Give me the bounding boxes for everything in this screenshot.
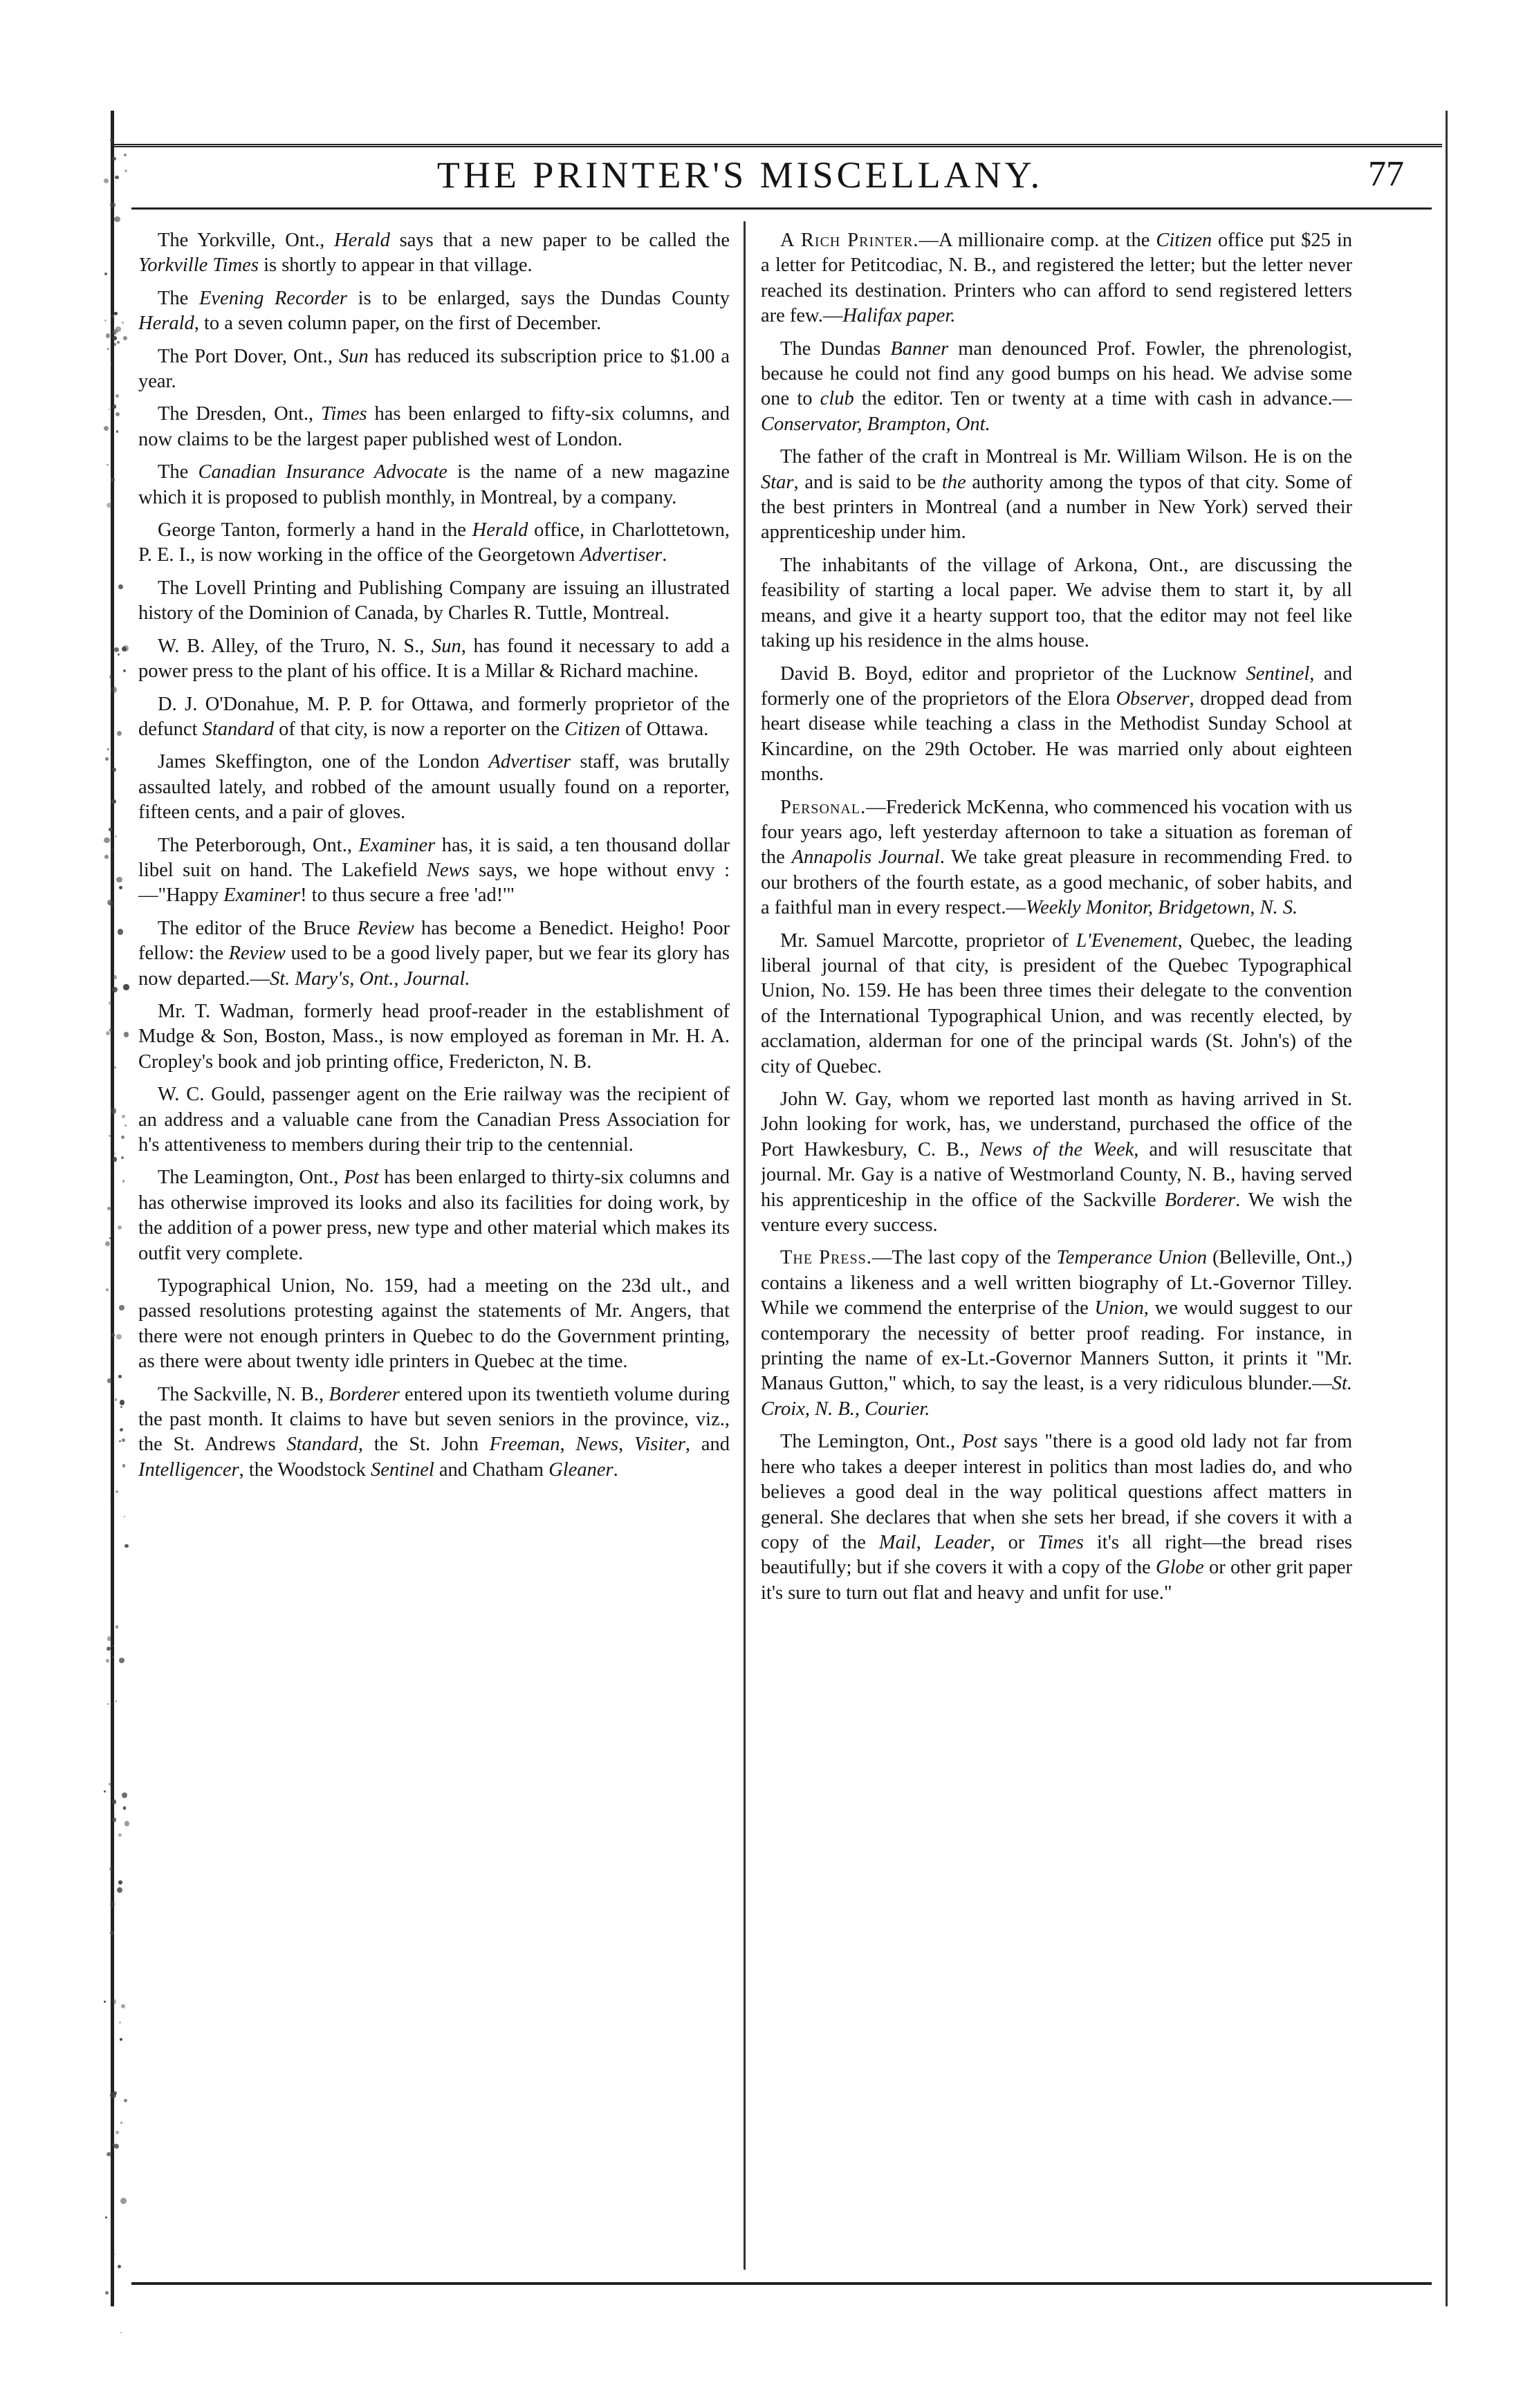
scan-speckle bbox=[114, 312, 117, 315]
scan-speckle bbox=[107, 1703, 109, 1705]
text-run: The father of the craft in Montreal is Mr. William Wilson. He is on the bbox=[780, 446, 1352, 468]
scan-speckle bbox=[104, 272, 107, 275]
article-paragraph bbox=[138, 833, 730, 909]
italic-title: Review bbox=[228, 943, 286, 965]
text-run: The Lovell Printing and Publishing Company are issuing an illustrated history of the Dominion of Canada, by Charles R. Tuttle, Montreal. bbox=[138, 577, 730, 624]
text-run: The Leamington, Ont., bbox=[158, 1167, 344, 1189]
italic-title: Weekly Monitor, Bridgetown, N. S. bbox=[1026, 897, 1298, 919]
italic-title: club bbox=[820, 388, 854, 410]
text-run: , and bbox=[685, 1434, 730, 1456]
italic-title: Advertiser bbox=[488, 751, 571, 773]
text-run: The Dundas bbox=[780, 337, 891, 360]
scan-speckle bbox=[104, 1790, 106, 1793]
italic-title: News bbox=[426, 859, 470, 881]
scan-speckle bbox=[112, 2143, 115, 2146]
scan-speckle bbox=[113, 405, 117, 409]
scan-speckle bbox=[105, 757, 109, 761]
scan-speckle bbox=[112, 1999, 116, 2003]
scan-speckle bbox=[117, 1887, 122, 1893]
text-run: the editor. Ten or twenty at a time with cash in advance.— bbox=[853, 388, 1352, 410]
article-paragraph bbox=[138, 1382, 730, 1483]
article-paragraph bbox=[138, 228, 730, 279]
text-run: , and will resuscitate that journal. Mr. Gay is a native of Westmorland County, N. B., having served his apprenticeship in the office of the Sackville bbox=[761, 1138, 1352, 1211]
italic-title: the bbox=[941, 471, 966, 493]
text-run: is shortly to appear in that village. bbox=[258, 254, 533, 277]
footer-rule bbox=[131, 2282, 1432, 2285]
text-run: Typographical Union, No. 159, had a meeting on the 23d ult., and passed resolutions protesting against the statements of Mr. Angers, that there were not enough printers in Quebec to do the Government printing, as there were about twenty idle printers in Quebec at the time. bbox=[138, 1275, 730, 1373]
italic-title: Sentinel bbox=[1246, 663, 1310, 685]
article-paragraph bbox=[138, 634, 730, 685]
scan-speckle bbox=[120, 2332, 122, 2333]
scan-speckle bbox=[123, 336, 127, 340]
italic-title: Yorkville Times bbox=[138, 254, 259, 277]
scan-speckle bbox=[109, 675, 113, 678]
article-paragraph bbox=[761, 662, 1352, 788]
italic-title: Citizen bbox=[564, 718, 620, 740]
italic-title: Globe bbox=[1155, 1557, 1204, 1579]
scan-speckle bbox=[110, 138, 113, 142]
scan-speckle bbox=[120, 2198, 127, 2204]
italic-title: Examiner bbox=[223, 885, 301, 907]
scan-speckle bbox=[111, 364, 113, 366]
text-run: used to be a good lively paper, but we fear its glory has now departed.— bbox=[138, 943, 730, 990]
left-column bbox=[138, 228, 730, 2275]
text-run: W. C. Gould, passenger agent on the Erie railway was the recipient of an address and a valuable cane from the Canadian Press Association for h's attentiveness to members during their trip to the centennial. bbox=[138, 1084, 730, 1156]
scan-speckle bbox=[114, 1066, 116, 1068]
text-run: says "there is a good old lady not far from here who takes a deeper interest in politics than most ladies do, and who believes a good deal in the way political questions affect matters in general. She declares that when she sets her bread, if she covers it with a copy of the bbox=[761, 1431, 1352, 1553]
text-run: The Yorkville, Ont., bbox=[158, 230, 335, 251]
article-paragraph bbox=[761, 337, 1352, 438]
scan-speckle bbox=[123, 984, 129, 990]
page-number: 77 bbox=[1368, 154, 1404, 194]
italic-title: Halifax paper. bbox=[842, 305, 956, 327]
scan-speckle bbox=[109, 1237, 111, 1239]
text-run: —The last copy of the bbox=[871, 1247, 1057, 1269]
text-run: Mr. T. Wadman, formerly head proof-reader in the establishment of Mudge & Son, Boston, Mass., is now employed as foreman in Mr. H. A. Cropley's book and job printing office, Fredericton, N. B. bbox=[138, 1000, 730, 1073]
text-run: , bbox=[560, 1434, 576, 1456]
scan-speckle bbox=[105, 2216, 107, 2219]
text-run: , the Woodstock bbox=[239, 1458, 371, 1481]
italic-title: Herald bbox=[472, 519, 528, 541]
scan-speckle bbox=[109, 1001, 112, 1005]
scan-speckle bbox=[124, 1032, 129, 1037]
scan-speckle bbox=[118, 1833, 122, 1837]
article-paragraph bbox=[138, 576, 730, 627]
text-run: Mr. Samuel Marcotte, proprietor of bbox=[780, 929, 1076, 952]
text-run: man denounced Prof. Fowler, the phrenologist, because he could not find any good bumps on his head. We advise some one to bbox=[761, 337, 1352, 410]
scan-speckle bbox=[123, 669, 126, 672]
text-run: . bbox=[613, 1458, 618, 1481]
text-run: The inhabitants of the village of Arkona, Ont., are discussing the feasibility of starting a local paper. We advise them to start it, by all means, and give it a hearty support too, that the editor may not feel like taking up his residence in the alms house. bbox=[761, 554, 1352, 652]
italic-title: Herald bbox=[334, 230, 390, 251]
italic-title: Times bbox=[321, 403, 367, 425]
article-paragraph bbox=[761, 1245, 1352, 1422]
scan-speckle bbox=[104, 2001, 106, 2003]
text-run: or other grit paper it's sure to turn out flat and heavy and unfit for use." bbox=[761, 1557, 1352, 1604]
scan-speckle bbox=[111, 687, 116, 692]
text-run: , has found it necessary to add a power press to the plant of his office. It is a Millar & Richard machine. bbox=[138, 635, 730, 683]
scan-speckle bbox=[116, 1334, 122, 1340]
text-run: staff, was brutally assaulted lately, and robbed of the amount usually found on a reporter, fifteen cents, and a pair of gloves. bbox=[138, 751, 730, 824]
text-run: , or bbox=[990, 1531, 1038, 1553]
scan-speckle bbox=[115, 176, 118, 179]
text-run: has been enlarged to thirty-six columns and has otherwise improved its looks and also its facilities for doing work, by the addition of a power press, new type and other material which makes its outfit very complete. bbox=[138, 1167, 730, 1264]
scan-speckle bbox=[107, 748, 109, 750]
italic-title: Times bbox=[1037, 1531, 1084, 1553]
text-run: , we would suggest to our contemporary the necessity of better proof reading. For instance, in printing the name of ex-Lt.-Governor Manners Sutton, it prints it "Mr. Manaus Gutton," which, to say the least, is a very ridiculous blunder.— bbox=[761, 1297, 1352, 1395]
scan-speckle bbox=[105, 2291, 109, 2295]
article-paragraph bbox=[138, 1274, 730, 1375]
italic-title: Canadian Insurance Advocate bbox=[198, 461, 447, 483]
article-paragraph bbox=[138, 1165, 730, 1266]
scan-speckle bbox=[122, 1464, 125, 1467]
italic-title: Annapolis Journal bbox=[791, 846, 940, 869]
scan-speckle bbox=[112, 1817, 116, 1822]
text-run: —Frederick McKenna, who commenced his vocation with us four years ago, left yesterday afternoon to take a situation as foreman of the bbox=[761, 796, 1352, 869]
scan-speckle bbox=[124, 1124, 127, 1127]
text-run: it's all right—the bread rises beautifully; but if she covers it with a copy of the bbox=[761, 1531, 1352, 1579]
scan-speckle bbox=[109, 1135, 111, 1137]
text-run: of Ottawa. bbox=[620, 718, 709, 740]
article-paragraph bbox=[138, 692, 730, 743]
text-run: says that a new paper to be called the bbox=[389, 230, 730, 251]
scan-speckle bbox=[112, 1799, 117, 1804]
italic-title: Leader bbox=[934, 1531, 990, 1553]
text-run: George Tanton, formerly a hand in the bbox=[158, 519, 472, 541]
italic-title: Freeman bbox=[489, 1434, 560, 1456]
text-run: —A millionaire comp. at the bbox=[919, 230, 1156, 251]
text-run: , and is said to be bbox=[793, 471, 942, 493]
text-run: . We wish the venture every success. bbox=[761, 1189, 1352, 1237]
scan-speckle bbox=[110, 1902, 115, 1907]
text-run: , Quebec, the leading liberal journal of that city, is president of the Quebec Typographical Union, No. 159. He has been three times their delegate to the convention of the International Typographical Union, and was recently elected, by acclamation, alderman for one of the principal wards (St. John's) of the city of Quebec. bbox=[761, 929, 1352, 1077]
text-run: authority among the typos of that city. Some of the best printers in Montreal (and a number in New York) served their apprenticeship under him. bbox=[761, 471, 1352, 544]
scan-speckle bbox=[116, 2131, 119, 2134]
italic-title: Conservator, Brampton, Ont. bbox=[761, 413, 990, 435]
scan-speckle bbox=[120, 2038, 122, 2041]
italic-title: Post bbox=[961, 1431, 997, 1453]
italic-title: L'Evenement bbox=[1076, 929, 1178, 952]
italic-title: Sentinel bbox=[370, 1458, 434, 1481]
scan-speckle bbox=[115, 1398, 118, 1401]
text-run: has been enlarged to fifty-six columns, and now claims to be the largest paper published west of London. bbox=[138, 403, 730, 450]
scan-speckle bbox=[111, 849, 114, 851]
italic-title: News of the Week bbox=[979, 1138, 1134, 1160]
text-run: of that city, is now a reporter on the bbox=[274, 718, 565, 740]
paragraph-heading: A Rich Printer. bbox=[780, 230, 919, 251]
scan-speckle bbox=[111, 799, 116, 804]
italic-title: Banner bbox=[890, 337, 949, 360]
scan-speckle bbox=[120, 2122, 122, 2124]
scan-speckle bbox=[111, 203, 116, 207]
text-run: office, in Charlottetown, P. E. I., is now working in the office of the Georgetown bbox=[138, 519, 730, 566]
article-paragraph bbox=[761, 1429, 1352, 1606]
scan-speckle bbox=[110, 1931, 114, 1935]
scan-speckle bbox=[109, 1783, 111, 1786]
italic-title: Borderer bbox=[329, 1383, 400, 1405]
article-paragraph bbox=[138, 518, 730, 568]
italic-title: Citizen bbox=[1156, 230, 1212, 251]
italic-title: Intelligencer bbox=[138, 1458, 239, 1481]
italic-title: Post bbox=[344, 1167, 379, 1189]
text-run: says, we hope without envy :—"Happy bbox=[138, 859, 730, 907]
scan-speckle bbox=[122, 322, 124, 324]
text-run: . bbox=[662, 544, 667, 566]
text-run: , dropped dead from heart disease while teaching a class in the Methodist Sunday School at Kincardine, on the 29th October. He was married only about eighteen months. bbox=[761, 687, 1352, 786]
italic-title: St. Croix, N. B., Courier. bbox=[761, 1373, 1352, 1420]
italic-title: Standard bbox=[202, 718, 275, 740]
italic-title: Star bbox=[761, 471, 794, 493]
italic-title: Temperance Union bbox=[1056, 1247, 1207, 1269]
scan-speckle bbox=[104, 837, 110, 844]
scan-speckle bbox=[107, 2152, 111, 2156]
italic-title: Advertiser bbox=[580, 544, 663, 566]
text-run: James Skeffington, one of the London bbox=[158, 751, 489, 773]
text-run: The Dresden, Ont., bbox=[158, 403, 322, 425]
text-run: The Sackville, N. B., bbox=[158, 1383, 329, 1405]
scan-speckle bbox=[104, 178, 109, 183]
italic-title: Borderer bbox=[1164, 1189, 1236, 1211]
text-run: , and formerly one of the proprietors of the Elora bbox=[761, 663, 1352, 710]
text-run: ! to thus secure a free 'ad!'" bbox=[300, 885, 515, 907]
italic-title: Standard bbox=[286, 1434, 358, 1456]
scan-speckle bbox=[104, 426, 109, 431]
text-run: The bbox=[158, 287, 199, 309]
scan-speckle bbox=[122, 1180, 125, 1183]
text-run: and Chatham bbox=[434, 1458, 549, 1481]
scan-speckle bbox=[118, 2265, 121, 2268]
header-rule-bottom bbox=[131, 207, 1432, 210]
italic-title: Sun bbox=[432, 635, 461, 657]
italic-title: Observer bbox=[1116, 687, 1190, 710]
article-paragraph bbox=[761, 795, 1352, 921]
article-paragraph bbox=[138, 402, 730, 452]
text-run: entered upon its twentieth volume during the past month. It claims to have but seven seniors in the province, viz., the St. Andrews bbox=[138, 1383, 730, 1456]
running-title: THE PRINTER'S MISCELLANY. bbox=[436, 154, 1044, 196]
scan-speckle bbox=[107, 503, 112, 508]
article-paragraph bbox=[761, 228, 1352, 329]
text-run: David B. Boyd, editor and proprietor of the Lucknow bbox=[780, 663, 1246, 685]
italic-title: Examiner bbox=[358, 834, 436, 856]
article-paragraph bbox=[138, 344, 730, 395]
text-run: office put $25 in a letter for Petitcodiac, N. B., and registered the letter; but the letter never reached its destination. Printers who can afford to send registered letters are few.— bbox=[761, 230, 1352, 327]
scan-speckle bbox=[107, 1636, 112, 1641]
scan-speckle bbox=[122, 645, 129, 651]
scan-speckle bbox=[124, 154, 127, 156]
article-paragraph bbox=[138, 750, 730, 825]
text-run: The Lemington, Ont., bbox=[780, 1431, 962, 1453]
text-run: (Belleville, Ont.,) contains a likeness and a well written biography of Lt.-Governor Tilley. While we commend the enterprise of the bbox=[761, 1247, 1352, 1319]
text-run: John W. Gay, whom we reported last month as having arrived in St. John looking for work, has, we understand, purchased the office of the Port Hawkesbury, C. B., bbox=[761, 1089, 1352, 1160]
scan-speckle bbox=[121, 2004, 125, 2008]
scan-speckle bbox=[114, 647, 119, 652]
column-divider bbox=[744, 221, 746, 2270]
italic-title: St. Mary's, Ont., Journal. bbox=[269, 967, 470, 990]
scan-speckle bbox=[113, 1157, 117, 1161]
article-paragraph bbox=[761, 1087, 1352, 1238]
text-run: has become a Benedict. Heigho! Poor fellow: the bbox=[138, 917, 730, 965]
text-run: , the St. John bbox=[358, 1434, 490, 1456]
article-paragraph bbox=[138, 999, 730, 1075]
scan-speckle bbox=[118, 1880, 122, 1884]
scan-speckle bbox=[110, 2092, 116, 2098]
scan-speckle bbox=[107, 348, 109, 349]
text-run: has, it is said, a ten thousand dollar libel suit on hand. The Lakefield bbox=[138, 834, 730, 881]
italic-title: Review bbox=[357, 917, 414, 939]
italic-title: Visiter bbox=[634, 1434, 685, 1456]
right-column bbox=[761, 228, 1352, 2275]
article-paragraph bbox=[761, 445, 1352, 546]
italic-title: Gleaner bbox=[548, 1458, 613, 1481]
text-run: , bbox=[618, 1434, 635, 1456]
text-run: , to a seven column paper, on the first of December. bbox=[194, 313, 602, 335]
text-run: , bbox=[916, 1531, 934, 1553]
text-run: D. J. O'Donahue, M. P. P. for Ottawa, and formerly proprietor of the defunct bbox=[138, 693, 730, 740]
text-run: is to be enlarged, says the Dundas County bbox=[347, 287, 730, 309]
scan-speckle bbox=[114, 2144, 119, 2149]
scan-speckle bbox=[106, 333, 110, 337]
scan-speckle bbox=[104, 319, 107, 322]
scan-speckle bbox=[106, 1659, 109, 1662]
italic-title: Evening Recorder bbox=[199, 287, 348, 309]
text-run: is the name of a new magazine which it is proposed to publish monthly, in Montreal, by a company. bbox=[138, 461, 730, 508]
italic-title: News bbox=[575, 1434, 619, 1456]
scan-speckle bbox=[124, 1821, 130, 1826]
scan-speckle bbox=[104, 855, 109, 859]
scan-speckle bbox=[105, 1241, 110, 1246]
scan-speckle bbox=[106, 1031, 110, 1035]
scan-speckle bbox=[112, 331, 116, 335]
scan-speckle bbox=[109, 902, 113, 906]
italic-title: Herald bbox=[138, 313, 194, 335]
text-run: The Port Dover, Ont., bbox=[158, 345, 339, 367]
scan-speckle bbox=[118, 929, 123, 934]
header-rule-top bbox=[114, 144, 1442, 147]
text-run: has reduced its subscription price to $1.00 a year. bbox=[138, 345, 730, 393]
article-paragraph bbox=[138, 460, 730, 510]
scan-speckle bbox=[118, 1375, 121, 1378]
scan-speckle bbox=[116, 394, 119, 398]
italic-title: Sun bbox=[338, 345, 369, 367]
paragraph-heading: The Press. bbox=[780, 1247, 872, 1269]
article-paragraph bbox=[761, 929, 1352, 1080]
article-paragraph bbox=[761, 553, 1352, 654]
article-paragraph bbox=[138, 916, 730, 992]
scan-speckle bbox=[106, 1288, 109, 1292]
scan-speckle bbox=[124, 1544, 129, 1548]
text-run: The bbox=[158, 461, 199, 483]
italic-title: Mail bbox=[878, 1531, 916, 1553]
scan-speckle bbox=[111, 906, 113, 907]
italic-title: Union bbox=[1094, 1297, 1144, 1319]
scan-speckle bbox=[116, 1490, 118, 1493]
article-paragraph bbox=[138, 286, 730, 337]
text-run: W. B. Alley, of the Truro, N. S., bbox=[158, 635, 432, 657]
article-paragraph bbox=[138, 1082, 730, 1158]
paragraph-heading: Personal. bbox=[780, 796, 867, 818]
scan-speckle bbox=[107, 464, 109, 466]
text-run: The Peterborough, Ont., bbox=[158, 834, 359, 856]
text-run: . We take great pleasure in recommending Fred. to our brothers of the fourth estate, as a good mechanic, of sober habits, and a faithful man in every respect.— bbox=[761, 846, 1352, 919]
scan-speckle bbox=[109, 1028, 113, 1032]
scan-speckle bbox=[113, 975, 116, 979]
text-run: The editor of the Bruce bbox=[158, 917, 358, 939]
scan-speckle bbox=[109, 828, 112, 831]
